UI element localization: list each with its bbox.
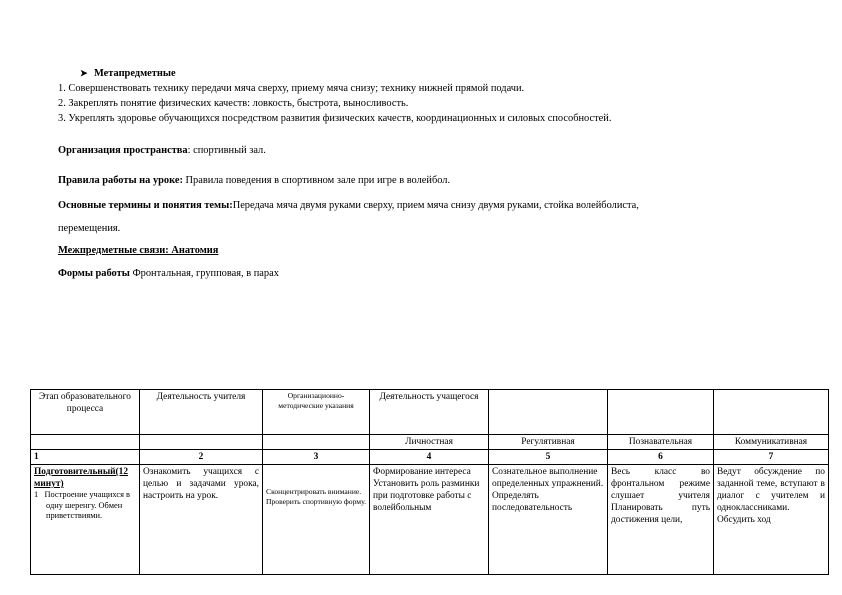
objective-item: 2. Закреплять понятие физических качеств: ловкость, быстрота, выносливость.	[58, 98, 409, 109]
header-teacher: Деятельность учителя	[140, 390, 263, 435]
stage-item: 1 Построение учащихся в одну шеренгу. Обмен приветствиями.	[34, 490, 130, 520]
cognitive-cell: Весь класс во фронтальном режиме слушает учителя Планировать путь достижения цели,	[608, 465, 714, 575]
interdisciplinary-links: Межпредметные связи: Анатомия	[58, 245, 219, 256]
lesson-rules: Правила работы на уроке: Правила поведения в спортивном зале при игре в волейбол.	[58, 175, 451, 186]
work-forms: Формы работы Фронтальная, групповая, в парах	[58, 268, 279, 279]
objectives-block	[58, 66, 818, 126]
stage-cell	[31, 465, 140, 575]
column-number: 4	[370, 450, 489, 465]
column-number: 6	[608, 450, 714, 465]
regulative-cell: Сознательное выполнение определенных упражнений. Определять последовательность	[489, 465, 608, 575]
subheader-cognitive: Познавательная	[608, 435, 714, 450]
column-number: 3	[263, 450, 370, 465]
table-row	[31, 465, 829, 575]
stage-title: Подготовительный(12 минут)	[34, 467, 129, 489]
column-number: 2	[140, 450, 263, 465]
subheader-personal: Личностная	[370, 435, 489, 450]
header-empty	[714, 390, 829, 435]
subheader-empty	[263, 435, 370, 450]
arrow-bullet-icon: ➤	[80, 68, 88, 78]
header-org: Организационно-методические указания	[263, 390, 370, 435]
header-empty	[489, 390, 608, 435]
communicative-cell: Ведут обсуждение по заданной теме, вступают в диалог с учителем и одноклассниками. Обсудить ход	[714, 465, 829, 575]
subheader-empty	[140, 435, 263, 450]
subheader-regulative: Регулятивная	[489, 435, 608, 450]
objective-item: 1. Совершенствовать технику передачи мяча сверху, приему мяча снизу; технику нижней прямой подачи.	[58, 83, 525, 94]
subheader-empty	[31, 435, 140, 450]
lesson-table	[30, 389, 829, 575]
objectives-heading: ➤ Метапредметные	[80, 68, 176, 79]
key-terms-continued: перемещения.	[58, 223, 121, 234]
table-number-row	[31, 450, 829, 465]
header-empty	[608, 390, 714, 435]
column-number: 1	[31, 450, 140, 465]
personal-cell: Формирование интереса Установить роль разминки при подготовке работы с волейбольным	[370, 465, 489, 575]
space-organization: Организация пространства: спортивный зал.	[58, 145, 266, 156]
column-number: 7	[714, 450, 829, 465]
subheader-communicative: Коммуникативная	[714, 435, 829, 450]
table-subheader-row	[31, 435, 829, 450]
org-cell: Сконцентрировать внимание. Проверить спортивную форму.	[263, 465, 370, 575]
header-stage: Этап образовательного процесса	[31, 390, 140, 435]
key-terms: Основные термины и понятия темы:Передача мяча двумя руками сверху, прием мяча снизу двумя руками, стойка волейболиста,	[58, 200, 639, 211]
column-number: 5	[489, 450, 608, 465]
objective-item: 3. Укреплять здоровье обучающихся посредством развития физических качеств, координационных и силовых способностей.	[58, 113, 612, 124]
teacher-cell: Ознакомить учащихся с целью и задачами урока, настроить на урок.	[140, 465, 263, 575]
header-student: Деятельность учащегося	[370, 390, 489, 435]
table-header-row	[31, 390, 829, 435]
